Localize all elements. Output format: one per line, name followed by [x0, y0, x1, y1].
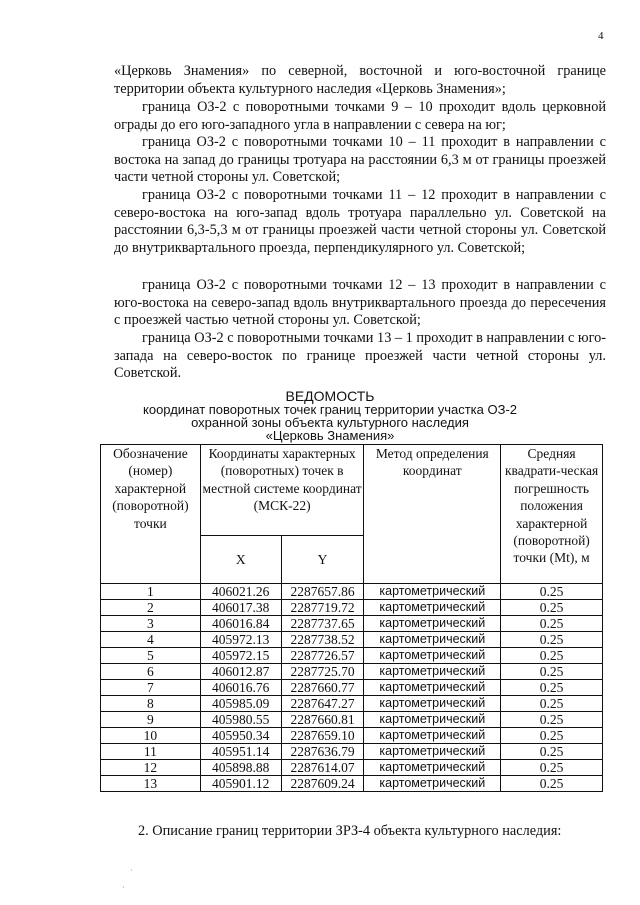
page-number: 4 [598, 30, 604, 42]
paragraph-boundary-13-1: граница ОЗ-2 с поворотными точками 13 – 1 проходит в направлении с юго-запада на северо-восток по границе проезжей части четной стороны ул. Советской. [114, 330, 606, 382]
paragraph-boundary-9-10: граница ОЗ-2 с поворотными точками 9 – 10 проходит вдоль церковной ограды до его юго-западного угла в направлении с севера на юг; [114, 99, 606, 133]
cell-method: картометрический [364, 648, 501, 664]
header-coordinates: Координаты характерных (поворотных) точек в местной системе координат (МСК-22) [200, 445, 364, 536]
scan-speck: · [130, 866, 133, 875]
cell-error: 0.25 [501, 648, 603, 664]
header-y: Y [281, 536, 364, 584]
statement-heading: ВЕДОМОСТЬ [285, 388, 375, 404]
cell-y: 2287614.07 [281, 760, 364, 776]
cell-error: 0.25 [501, 760, 603, 776]
cell-method: картометрический [364, 680, 501, 696]
cell-point-number: 13 [101, 776, 201, 792]
cell-x: 405950.34 [200, 728, 281, 744]
cell-y: 2287647.27 [281, 696, 364, 712]
cell-x: 405980.55 [200, 712, 281, 728]
cell-method: картометрический [364, 664, 501, 680]
table-row [101, 584, 603, 600]
cell-point-number: 8 [101, 696, 201, 712]
cell-point-number: 9 [101, 712, 201, 728]
cell-error: 0.25 [501, 680, 603, 696]
cell-error: 0.25 [501, 712, 603, 728]
cell-x: 406012.87 [200, 664, 281, 680]
cell-x: 405972.15 [200, 648, 281, 664]
cell-method: картометрический [364, 632, 501, 648]
cell-x: 405972.13 [200, 632, 281, 648]
table-row [101, 632, 603, 648]
cell-method: картометрический [364, 744, 501, 760]
cell-method: картометрический [364, 600, 501, 616]
cell-point-number: 2 [101, 600, 201, 616]
cell-x: 405951.14 [200, 744, 281, 760]
cell-x: 406017.38 [200, 600, 281, 616]
table-row [101, 680, 603, 696]
cell-method: картометрический [364, 712, 501, 728]
table-row [101, 776, 603, 792]
cell-x: 406021.26 [200, 584, 281, 600]
table-row [101, 648, 603, 664]
cell-method: картометрический [364, 760, 501, 776]
cell-method: картометрический [364, 616, 501, 632]
header-x: X [200, 536, 281, 584]
header-method: Метод определения координат [364, 445, 501, 584]
statement-subtitle-line-2: охранной зоны объекта культурного наследия [191, 415, 469, 430]
table-row [101, 600, 603, 616]
cell-x: 405898.88 [200, 760, 281, 776]
coordinates-table [100, 444, 603, 792]
cell-y: 2287660.77 [281, 680, 364, 696]
header-point: Обозначение (номер) характерной (поворотной) точки [101, 445, 201, 584]
table-row [101, 696, 603, 712]
statement-title [140, 390, 520, 442]
table-row [101, 760, 603, 776]
header-error: Средняя квадрати-ческая погрешность положения характерной (поворотной) точки (Mt), м [501, 445, 603, 584]
cell-point-number: 3 [101, 616, 201, 632]
cell-error: 0.25 [501, 632, 603, 648]
paragraph-boundary-10-11: граница ОЗ-2 с поворотными точками 10 – 11 проходит в направлении с востока на запад до границы тротуара на расстоянии 6,3 м от границы проезжей части четной стороны ул. Советской; [114, 134, 606, 186]
cell-point-number: 10 [101, 728, 201, 744]
cell-method: картометрический [364, 696, 501, 712]
cell-y: 2287726.57 [281, 648, 364, 664]
cell-x: 406016.84 [200, 616, 281, 632]
cell-error: 0.25 [501, 584, 603, 600]
cell-x: 405985.09 [200, 696, 281, 712]
cell-y: 2287737.65 [281, 616, 364, 632]
section-2-heading: 2. Описание границ территории ЗРЗ-4 объекта культурного наследия: [138, 823, 562, 839]
statement-subtitle-line-3: «Церковь Знамения» [265, 428, 395, 443]
cell-point-number: 5 [101, 648, 201, 664]
cell-error: 0.25 [501, 744, 603, 760]
paragraph-intro: «Церковь Знамения» по северной, восточной и юго-восточной границе территории объекта культурного наследия «Церковь Знамения»; [114, 63, 606, 97]
cell-method: картометрический [364, 728, 501, 744]
table-row [101, 728, 603, 744]
cell-point-number: 7 [101, 680, 201, 696]
cell-y: 2287657.86 [281, 584, 364, 600]
cell-error: 0.25 [501, 776, 603, 792]
cell-point-number: 4 [101, 632, 201, 648]
table-row [101, 664, 603, 680]
cell-error: 0.25 [501, 600, 603, 616]
cell-y: 2287719.72 [281, 600, 364, 616]
cell-y: 2287660.81 [281, 712, 364, 728]
cell-y: 2287725.70 [281, 664, 364, 680]
cell-y: 2287659.10 [281, 728, 364, 744]
cell-error: 0.25 [501, 664, 603, 680]
table-row [101, 616, 603, 632]
cell-x: 406016.76 [200, 680, 281, 696]
table-row [101, 744, 603, 760]
cell-y: 2287636.79 [281, 744, 364, 760]
cell-method: картометрический [364, 776, 501, 792]
cell-point-number: 6 [101, 664, 201, 680]
cell-error: 0.25 [501, 728, 603, 744]
scan-speck: · [122, 883, 125, 892]
table-row [101, 712, 603, 728]
cell-point-number: 1 [101, 584, 201, 600]
cell-x: 405901.12 [200, 776, 281, 792]
cell-y: 2287609.24 [281, 776, 364, 792]
cell-error: 0.25 [501, 616, 603, 632]
cell-y: 2287738.52 [281, 632, 364, 648]
cell-point-number: 12 [101, 760, 201, 776]
paragraph-boundary-11-12: граница ОЗ-2 с поворотными точками 11 – 12 проходит в направлении с северо-востока на юго-запад вдоль тротуара параллельно ул. Советской на расстоянии 6,3-5,3 м от границы проезжей части четной стороны ул. Советской до внутриквартального проезда, перпендикулярного ул. Советской; [114, 187, 606, 256]
cell-point-number: 11 [101, 744, 201, 760]
paragraph-boundary-12-13: граница ОЗ-2 с поворотными точками 12 – 13 проходит в направлении с юго-востока на северо-запад вдоль внутриквартального проезда до пересечения с проезжей частью четной стороны ул. Советской; [114, 277, 606, 329]
cell-method: картометрический [364, 584, 501, 600]
cell-error: 0.25 [501, 696, 603, 712]
statement-subtitle-line-1: координат поворотных точек границ территории участка ОЗ-2 [143, 402, 517, 417]
